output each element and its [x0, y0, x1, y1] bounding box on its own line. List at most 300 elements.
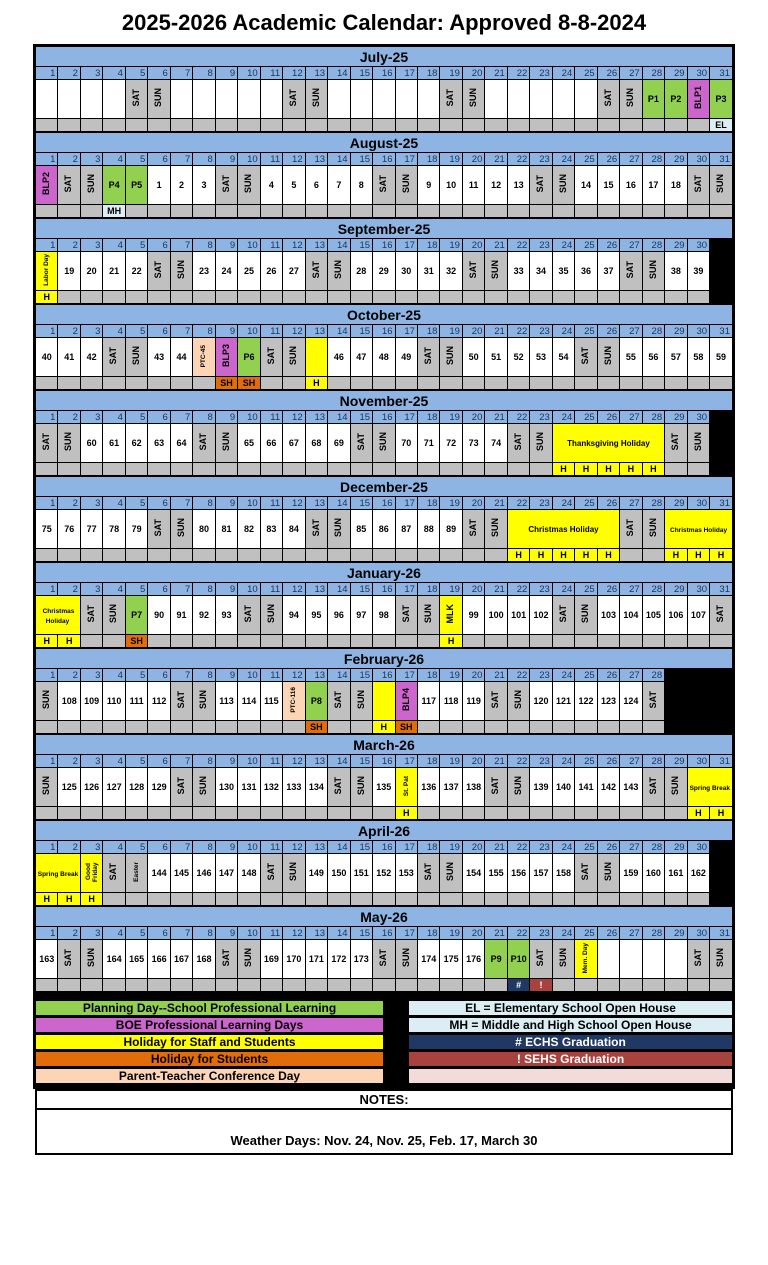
- day-number: 29: [665, 325, 687, 338]
- black-filler: [710, 463, 733, 476]
- day-cell: [665, 424, 687, 463]
- marker-cell: SH: [125, 635, 147, 648]
- day-number: 16: [373, 927, 395, 940]
- day-number: 10: [238, 669, 260, 682]
- day-cell: [58, 424, 80, 463]
- day-cell: [193, 80, 215, 119]
- legend-item: Holiday for Students: [35, 1051, 384, 1067]
- special-day-cell: [395, 768, 417, 807]
- day-cell: [485, 510, 507, 549]
- day-number: 24: [552, 325, 574, 338]
- marker-cell: [373, 979, 395, 992]
- day-number: 1: [36, 411, 58, 424]
- day-number: 29: [665, 411, 687, 424]
- day-number: 25: [575, 239, 597, 252]
- day-number: 17: [395, 497, 417, 510]
- day-cell: [530, 940, 552, 979]
- marker-cell: [148, 807, 170, 820]
- marker-cell: [260, 291, 282, 304]
- marker-cell: [620, 119, 642, 132]
- marker-cell: [642, 119, 664, 132]
- marker-cell: [215, 893, 237, 906]
- vertical-label: SAT: [580, 347, 591, 365]
- day-number: 14: [328, 325, 350, 338]
- day-number: 28: [642, 841, 664, 854]
- black-filler: [710, 893, 733, 906]
- day-number: 18: [417, 67, 439, 80]
- marker-cell: [507, 721, 529, 734]
- marker-cell: [148, 549, 170, 562]
- day-number: 3: [80, 669, 102, 682]
- vertical-label: SUN: [467, 88, 478, 108]
- day-number: 1: [36, 927, 58, 940]
- marker-cell: [530, 463, 552, 476]
- day-number: 10: [238, 497, 260, 510]
- marker-cell: [193, 635, 215, 648]
- day-number: 8: [193, 583, 215, 596]
- day-number: 18: [417, 927, 439, 940]
- day-number: 25: [575, 583, 597, 596]
- vertical-label: SAT: [220, 949, 231, 967]
- marker-cell: [417, 291, 439, 304]
- day-number: 1: [36, 153, 58, 166]
- day-cell: 61: [103, 424, 125, 463]
- day-number: 5: [125, 927, 147, 940]
- day-cell: [530, 424, 552, 463]
- marker-cell: [148, 377, 170, 390]
- vertical-label: SAT: [63, 949, 74, 967]
- special-day-cell: [687, 768, 732, 807]
- day-cell: [575, 80, 597, 119]
- month-header: April-26: [36, 821, 733, 841]
- holiday-span-label: Christmas Holiday: [42, 607, 75, 625]
- marker-cell: [552, 979, 574, 992]
- day-number: 16: [373, 755, 395, 768]
- marker-cell: [642, 377, 664, 390]
- vertical-label: SUN: [220, 432, 231, 452]
- day-cell: 88: [417, 510, 439, 549]
- day-number: 22: [507, 583, 529, 596]
- day-cell: [485, 682, 507, 721]
- vertical-label: SUN: [243, 948, 254, 968]
- day-cell: 56: [642, 338, 664, 377]
- day-number: 15: [350, 67, 372, 80]
- day-number: 20: [462, 841, 484, 854]
- day-number: 9: [215, 153, 237, 166]
- marker-cell: [193, 119, 215, 132]
- marker-cell: [193, 979, 215, 992]
- day-number: 19: [440, 583, 462, 596]
- day-number: 9: [215, 411, 237, 424]
- day-cell: 18: [665, 166, 687, 205]
- day-cell: [80, 596, 102, 635]
- day-cell: 38: [665, 252, 687, 291]
- marker-cell: [552, 377, 574, 390]
- marker-cell: [215, 807, 237, 820]
- day-number: 28: [642, 755, 664, 768]
- marker-cell: [193, 893, 215, 906]
- marker-cell: [373, 377, 395, 390]
- day-cell: 16: [620, 166, 642, 205]
- day-number: 19: [440, 841, 462, 854]
- day-number: 5: [125, 497, 147, 510]
- day-number: 23: [530, 497, 552, 510]
- marker-cell: [36, 119, 58, 132]
- vertical-label: SUN: [288, 346, 299, 366]
- marker-cell: [642, 635, 664, 648]
- vertical-label: Easter: [133, 862, 141, 882]
- day-number: 31: [710, 583, 733, 596]
- marker-cell: [507, 291, 529, 304]
- marker-cell: [215, 979, 237, 992]
- vertical-label: BLP3: [220, 344, 231, 368]
- marker-cell: [350, 549, 372, 562]
- marker-cell: [215, 635, 237, 648]
- day-cell: [373, 166, 395, 205]
- day-cell: [193, 424, 215, 463]
- day-number: 24: [552, 153, 574, 166]
- marker-cell: [283, 635, 305, 648]
- day-number: 28: [642, 669, 664, 682]
- day-number: 4: [103, 239, 125, 252]
- marker-cell: [238, 635, 260, 648]
- day-number: 30: [687, 497, 709, 510]
- black-filler: [710, 411, 733, 424]
- day-cell: [687, 424, 709, 463]
- marker-cell: [80, 807, 102, 820]
- marker-cell: [687, 291, 709, 304]
- marker-cell: [642, 721, 664, 734]
- marker-cell: [597, 635, 619, 648]
- marker-cell: [125, 205, 147, 218]
- marker-cell: H: [395, 807, 417, 820]
- day-cell: 111: [125, 682, 147, 721]
- marker-cell: [665, 205, 687, 218]
- day-cell: 92: [193, 596, 215, 635]
- month-table-May-26: [35, 906, 733, 992]
- vertical-label: SUN: [378, 432, 389, 452]
- special-day-cell: P5: [125, 166, 147, 205]
- day-number: 5: [125, 325, 147, 338]
- marker-cell: [373, 807, 395, 820]
- day-number: 11: [260, 669, 282, 682]
- day-cell: [485, 80, 507, 119]
- day-cell: 94: [283, 596, 305, 635]
- marker-cell: H: [620, 463, 642, 476]
- vertical-label: SAT: [355, 433, 366, 451]
- marker-cell: [125, 119, 147, 132]
- vertical-label: SAT: [108, 863, 119, 881]
- marker-cell: [597, 807, 619, 820]
- marker-cell: [238, 807, 260, 820]
- day-number: 30: [687, 67, 709, 80]
- day-number: 23: [530, 67, 552, 80]
- day-number: 5: [125, 841, 147, 854]
- day-cell: 15: [597, 166, 619, 205]
- day-cell: [103, 854, 125, 893]
- day-cell: 81: [215, 510, 237, 549]
- day-number: 12: [283, 841, 305, 854]
- day-cell: [417, 338, 439, 377]
- day-cell: 12: [485, 166, 507, 205]
- day-cell: 165: [125, 940, 147, 979]
- day-number: 2: [58, 841, 80, 854]
- day-number: 31: [710, 67, 733, 80]
- vertical-label: MLK: [445, 604, 456, 624]
- day-number: 14: [328, 239, 350, 252]
- day-number: 7: [170, 755, 192, 768]
- day-number: 15: [350, 497, 372, 510]
- day-number: 31: [710, 927, 733, 940]
- day-number: 11: [260, 325, 282, 338]
- marker-cell: [440, 377, 462, 390]
- day-number: 31: [710, 153, 733, 166]
- day-number: 14: [328, 67, 350, 80]
- day-cell: [80, 80, 102, 119]
- day-cell: 49: [395, 338, 417, 377]
- marker-cell: [148, 119, 170, 132]
- day-number: 13: [305, 497, 327, 510]
- day-number: 10: [238, 67, 260, 80]
- marker-cell: [193, 463, 215, 476]
- day-number: 10: [238, 325, 260, 338]
- marker-cell: [283, 205, 305, 218]
- vertical-label: SUN: [265, 604, 276, 624]
- vertical-label: SAT: [647, 777, 658, 795]
- day-cell: 36: [575, 252, 597, 291]
- day-number: 6: [148, 841, 170, 854]
- day-cell: 117: [417, 682, 439, 721]
- marker-cell: [552, 119, 574, 132]
- day-number: 21: [485, 411, 507, 424]
- day-number: 21: [485, 927, 507, 940]
- marker-cell: [305, 119, 327, 132]
- day-cell: [170, 510, 192, 549]
- marker-cell: [103, 463, 125, 476]
- day-cell: 169: [260, 940, 282, 979]
- vertical-label: SUN: [580, 604, 591, 624]
- marker-cell: [328, 463, 350, 476]
- vertical-label: SUN: [198, 690, 209, 710]
- day-number: 24: [552, 411, 574, 424]
- marker-cell: [350, 893, 372, 906]
- day-cell: 85: [350, 510, 372, 549]
- marker-cell: [597, 979, 619, 992]
- marker-cell: [507, 807, 529, 820]
- marker-cell: [530, 635, 552, 648]
- special-day-cell: [36, 252, 58, 291]
- day-number: 9: [215, 927, 237, 940]
- marker-cell: H: [710, 807, 733, 820]
- day-cell: 95: [305, 596, 327, 635]
- day-cell: 30: [395, 252, 417, 291]
- vertical-label: SUN: [310, 88, 321, 108]
- marker-cell: [215, 463, 237, 476]
- day-cell: 7: [328, 166, 350, 205]
- vertical-label: SAT: [467, 261, 478, 279]
- day-number: 21: [485, 239, 507, 252]
- day-number: 18: [417, 755, 439, 768]
- vertical-label: SAT: [422, 347, 433, 365]
- day-number: 21: [485, 67, 507, 80]
- marker-cell: [283, 463, 305, 476]
- day-cell: 122: [575, 682, 597, 721]
- day-cell: [687, 940, 709, 979]
- day-cell: 83: [260, 510, 282, 549]
- day-number: 8: [193, 325, 215, 338]
- day-cell: [642, 768, 664, 807]
- marker-cell: [125, 807, 147, 820]
- day-number: 10: [238, 153, 260, 166]
- day-cell: [283, 854, 305, 893]
- marker-cell: [170, 807, 192, 820]
- marker-cell: [507, 119, 529, 132]
- special-day-cell: [575, 940, 597, 979]
- marker-cell: [80, 291, 102, 304]
- day-number: 8: [193, 497, 215, 510]
- marker-cell: SH: [215, 377, 237, 390]
- day-cell: [620, 252, 642, 291]
- marker-cell: [36, 205, 58, 218]
- day-number: 24: [552, 583, 574, 596]
- day-number: 22: [507, 239, 529, 252]
- day-number: 17: [395, 927, 417, 940]
- day-number: 14: [328, 755, 350, 768]
- day-number: 8: [193, 669, 215, 682]
- day-cell: [530, 166, 552, 205]
- day-number: 18: [417, 841, 439, 854]
- day-number: 19: [440, 411, 462, 424]
- day-cell: [58, 166, 80, 205]
- day-cell: 59: [710, 338, 733, 377]
- day-number: 20: [462, 67, 484, 80]
- day-cell: 127: [103, 768, 125, 807]
- month-table-December-25: [35, 476, 733, 562]
- vertical-label: PTC-116: [290, 687, 298, 713]
- marker-cell: H: [687, 549, 709, 562]
- marker-cell: H: [58, 635, 80, 648]
- marker-cell: [485, 377, 507, 390]
- day-cell: [305, 510, 327, 549]
- marker-cell: [80, 377, 102, 390]
- marker-cell: [328, 549, 350, 562]
- day-number: 21: [485, 841, 507, 854]
- day-number: 2: [58, 669, 80, 682]
- marker-cell: [552, 893, 574, 906]
- day-number: 16: [373, 841, 395, 854]
- day-number: 6: [148, 153, 170, 166]
- marker-cell: [193, 807, 215, 820]
- marker-cell: [417, 549, 439, 562]
- black-filler: [665, 682, 733, 721]
- vertical-label: SUN: [602, 862, 613, 882]
- marker-cell: H: [710, 549, 733, 562]
- marker-cell: [575, 291, 597, 304]
- day-cell: [238, 166, 260, 205]
- day-number: 20: [462, 497, 484, 510]
- marker-cell: [103, 807, 125, 820]
- marker-cell: [260, 721, 282, 734]
- marker-cell: SH: [305, 721, 327, 734]
- day-number: 28: [642, 411, 664, 424]
- day-cell: [575, 854, 597, 893]
- day-number: 16: [373, 497, 395, 510]
- day-cell: [507, 80, 529, 119]
- day-cell: 47: [350, 338, 372, 377]
- day-number: 29: [665, 239, 687, 252]
- day-cell: [328, 682, 350, 721]
- legend-item: Holiday for Staff and Students: [35, 1034, 384, 1050]
- marker-cell: [170, 377, 192, 390]
- day-cell: 8: [350, 166, 372, 205]
- day-number: 4: [103, 497, 125, 510]
- day-number: 12: [283, 239, 305, 252]
- day-number: 22: [507, 67, 529, 80]
- day-cell: [260, 338, 282, 377]
- day-cell: [710, 596, 733, 635]
- day-number: 1: [36, 497, 58, 510]
- marker-cell: [620, 291, 642, 304]
- day-cell: 40: [36, 338, 58, 377]
- holiday-span-label: Christmas Holiday: [670, 526, 728, 534]
- day-number: 31: [710, 325, 733, 338]
- day-cell: 110: [103, 682, 125, 721]
- month-table-October-25: [35, 304, 733, 390]
- special-day-cell: [305, 338, 327, 377]
- marker-cell: [125, 291, 147, 304]
- day-number: 3: [80, 411, 102, 424]
- vertical-label: SAT: [153, 519, 164, 537]
- day-number: 9: [215, 239, 237, 252]
- marker-cell: [238, 979, 260, 992]
- marker-cell: [597, 893, 619, 906]
- marker-cell: [530, 893, 552, 906]
- marker-cell: [373, 893, 395, 906]
- marker-cell: [260, 807, 282, 820]
- special-day-cell: [665, 510, 733, 549]
- day-cell: [552, 940, 574, 979]
- day-cell: 113: [215, 682, 237, 721]
- marker-cell: SH: [238, 377, 260, 390]
- day-cell: [328, 510, 350, 549]
- day-number: 12: [283, 927, 305, 940]
- marker-cell: [148, 291, 170, 304]
- marker-cell: [665, 979, 687, 992]
- day-number: 13: [305, 755, 327, 768]
- day-number: 13: [305, 67, 327, 80]
- day-cell: [395, 596, 417, 635]
- day-cell: 144: [148, 854, 170, 893]
- day-number: 8: [193, 67, 215, 80]
- vertical-label: SUN: [535, 432, 546, 452]
- marker-cell: [260, 205, 282, 218]
- day-cell: 163: [36, 940, 58, 979]
- day-number: 17: [395, 669, 417, 682]
- day-cell: 150: [328, 854, 350, 893]
- marker-cell: [305, 291, 327, 304]
- marker-cell: [687, 377, 709, 390]
- marker-cell: [148, 979, 170, 992]
- marker-cell: [260, 635, 282, 648]
- month-table-August-25: [35, 132, 733, 218]
- day-number: 19: [440, 67, 462, 80]
- month-header: November-25: [36, 391, 733, 411]
- day-number: 11: [260, 497, 282, 510]
- day-number: 4: [103, 755, 125, 768]
- day-cell: 19: [58, 252, 80, 291]
- day-cell: [283, 80, 305, 119]
- day-cell: [125, 338, 147, 377]
